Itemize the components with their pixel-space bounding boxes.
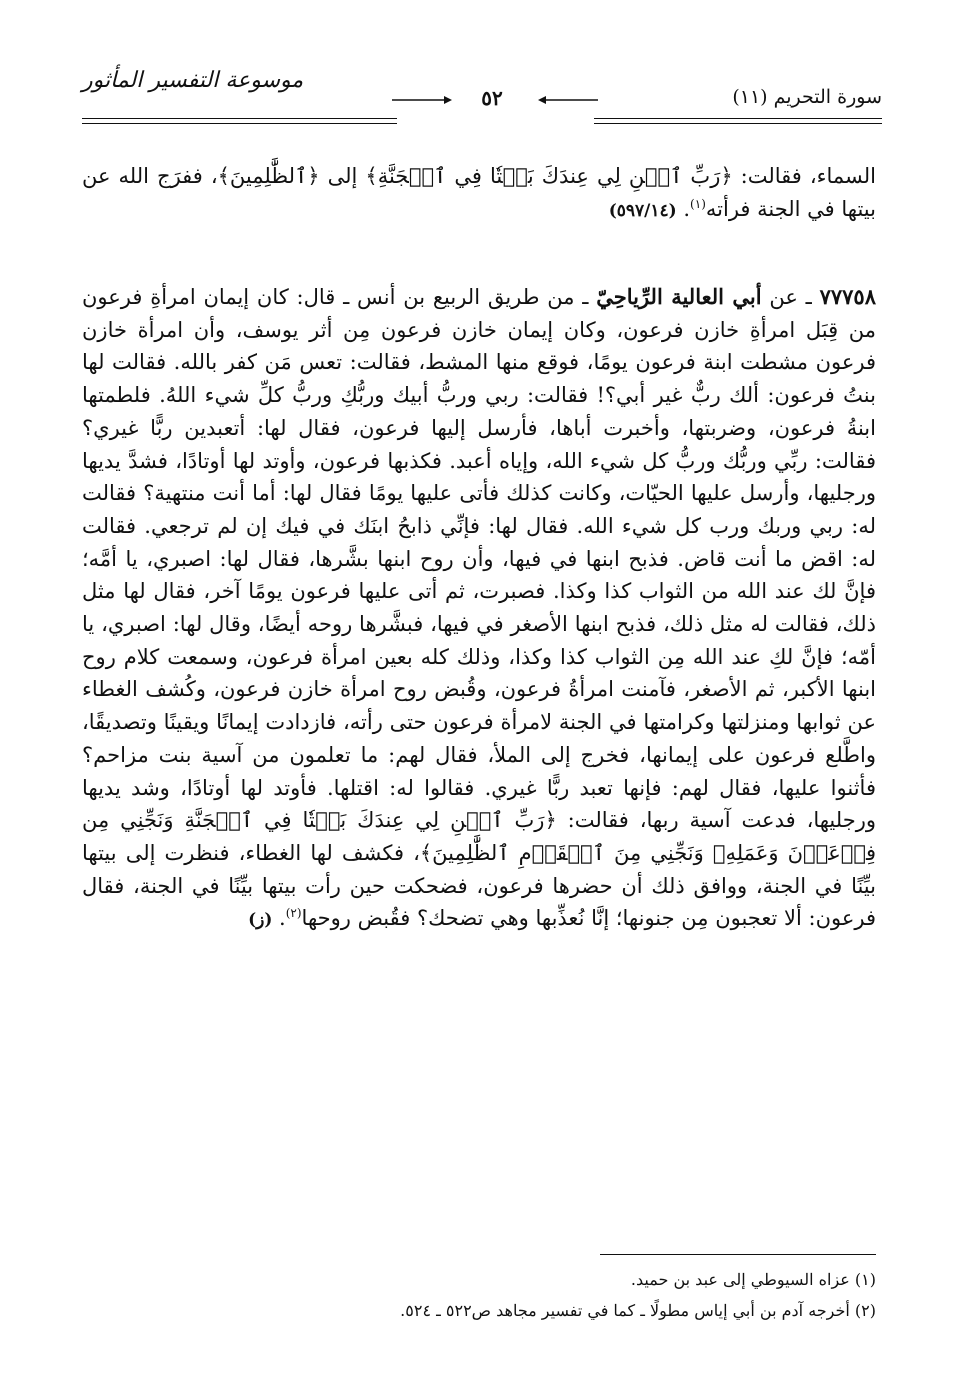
narrator-name: أبي العالية الرِّياحِيّ — [596, 284, 762, 309]
paragraph-continuation — [82, 160, 876, 227]
ornament-right-icon — [534, 95, 598, 105]
header-rule-right-top — [594, 118, 882, 119]
narration-number: ٧٧٧٥٨ — [819, 284, 876, 309]
source-symbol: (ز) — [248, 910, 273, 931]
text-run: ـ عن — [761, 285, 820, 309]
text-run: . — [272, 906, 286, 931]
surah-label: سورة التحريم (١١) — [732, 86, 882, 108]
book-title: موسوعة التفسير المأثور — [82, 68, 304, 93]
page-number: ٥٢ — [481, 86, 503, 110]
quran-verse: ﴿ٱلظَّٰلِمِينَ﴾ — [217, 164, 320, 188]
page-header — [82, 66, 882, 132]
quran-verse: ﴿رَبِّ ٱبۡنِ لِي عِندَكَ بَيۡتٗا فِي ٱلۡجَنَّةِ وَنَجِّنِي مِن فِرۡعَوۡنَ وَعَمَلِهِۦ وَنَجِّنِي مِنَ ٱلۡقَوۡمِ ٱلظَّٰلِمِينَ﴾ — [82, 808, 876, 865]
ornament-left-icon — [392, 95, 456, 105]
text-run: ، فكشف لها الغطاء، فنظرت إلى بيتها بيِّنًا في الجنة، ووافق ذلك أن حضرها فرعون، فضحكت حين رأت بيتها بيِّنًا في الجنة، فقال فرعون: ألا تعجبون مِن جنونها؛ إنَّا نُعذِّبها وهي تضحك؟ فقُبض روحها — [82, 840, 876, 931]
footnote-1: (١) عزاه السيوطي إلى عبد بن حميد. — [630, 1270, 876, 1289]
text-run: ، ففرَج الله عن بيتها في الجنة فرأته — [82, 164, 876, 221]
quran-verse: ﴿رَبِّ ٱبۡنِ لِي عِندَكَ بَيۡتٗا فِي ٱلۡجَنَّةِ﴾ — [365, 164, 733, 188]
text-run: السماء، فقالت: — [732, 164, 877, 188]
footnote-2: (٢) أخرجه آدم بن أبي إياس مطولًا ـ كما في تفسير مجاهد ص٥٢٢ ـ ٥٢٤. — [400, 1301, 876, 1320]
volume-page-reference: (٥٩٧/١٤) — [608, 200, 677, 221]
header-rule-left-bottom — [82, 123, 397, 124]
footnote-separator — [600, 1254, 876, 1255]
text-run: إلى — [319, 164, 366, 188]
footnotes — [82, 1264, 876, 1326]
header-rule-left-top — [82, 118, 397, 119]
footnote-marker: (١) — [690, 196, 706, 211]
text-run: ـ من طريق الربيع بن أنس ـ قال: كان إيمان امرأةِ فرعون من قِبَل امرأةِ خازن فرعون، وكان إيمان خازن فرعون مِن أثر يوسف، وأن امرأة خازن فرعون مشطت ابنة فرعون يومًا، فوقع منها المشط، فقالت: تعس مَن كفر بالله. فقالت لها بنتُ فرعون: ألك ربٌّ غير أبي؟! فقالت: ربي وربُّ أبيك وربُّكِ وربُّ كلِّ شيء اللهُ. فلطمتها ابنةُ فرعون، وضربتها، وأخبرت أباها، فأرسل إليها فرعون، فقال لها: أتعبدين ربًّا غيري؟ فقالت: ربِّي وربُّك وربُّ كل شيء الله، وإياه أعبد. فكذبها فرعون، وأوتد لها أوتادًا، فشدَّ يديها ورجليها، وأرسل عليها الحيّات، وكانت كذلك فأتى عليها يومًا فقال لها: أما أنت منتهية؟ فقالت له: ربي وربك ورب كل شيء الله. فقال لها: فإنِّي ذابحُ ابنَك في فيك إن لم ترجعي. فقالت له: اقض ما أنت قاض. فذبح ابنها في فيها، وأن روح ابنها بشَّرها، فقال لها: اصبري، يا أمَّه؛ فإنَّ لك عند الله من الثواب كذا وكذا. فصبرت، ثم أتى عليها فرعون يومًا آخر، فقال لها مثل ذلك، فقالت له مثل ذلك، فذبح ابنها الأصغر في فيها، فبشَّرها روحه أيضًا، وقال لها: اصبري، يا أمّه؛ فإنَّ لكِ عند الله مِن الثواب كذا وكذا، وذلك كله بعين امرأة فرعون، وسمعت كلام روح ابنها الأكبر، ثم الأصغر، فآمنت امرأةُ فرعون، وقُبض روح امرأة خازن فرعون، وكُشف الغطاء عن ثوابها ومنزلتها وكرامتها في الجنة لامرأة فرعون حتى رأته، فازدادت إيمانًا ويقينًا وتصديقًا، واطَّلع فرعون على إيمانها، فخرج إلى الملأ، فقال لهم: ما تعلمون من آسية بنت مزاحم؟ فأثنوا عليها، فقال لهم: فإنها تعبد ربًّا غيري. فقالوا له: اقتلها. فأوتد لها أوتادًا، وشد يديها ورجليها، فدعت آسية ربها، فقالت: — [82, 285, 876, 833]
footnote-marker: (٢) — [285, 906, 302, 921]
text-run: . — [676, 196, 691, 221]
paragraph-narration — [82, 281, 876, 937]
header-rule-right-bottom — [594, 123, 882, 124]
